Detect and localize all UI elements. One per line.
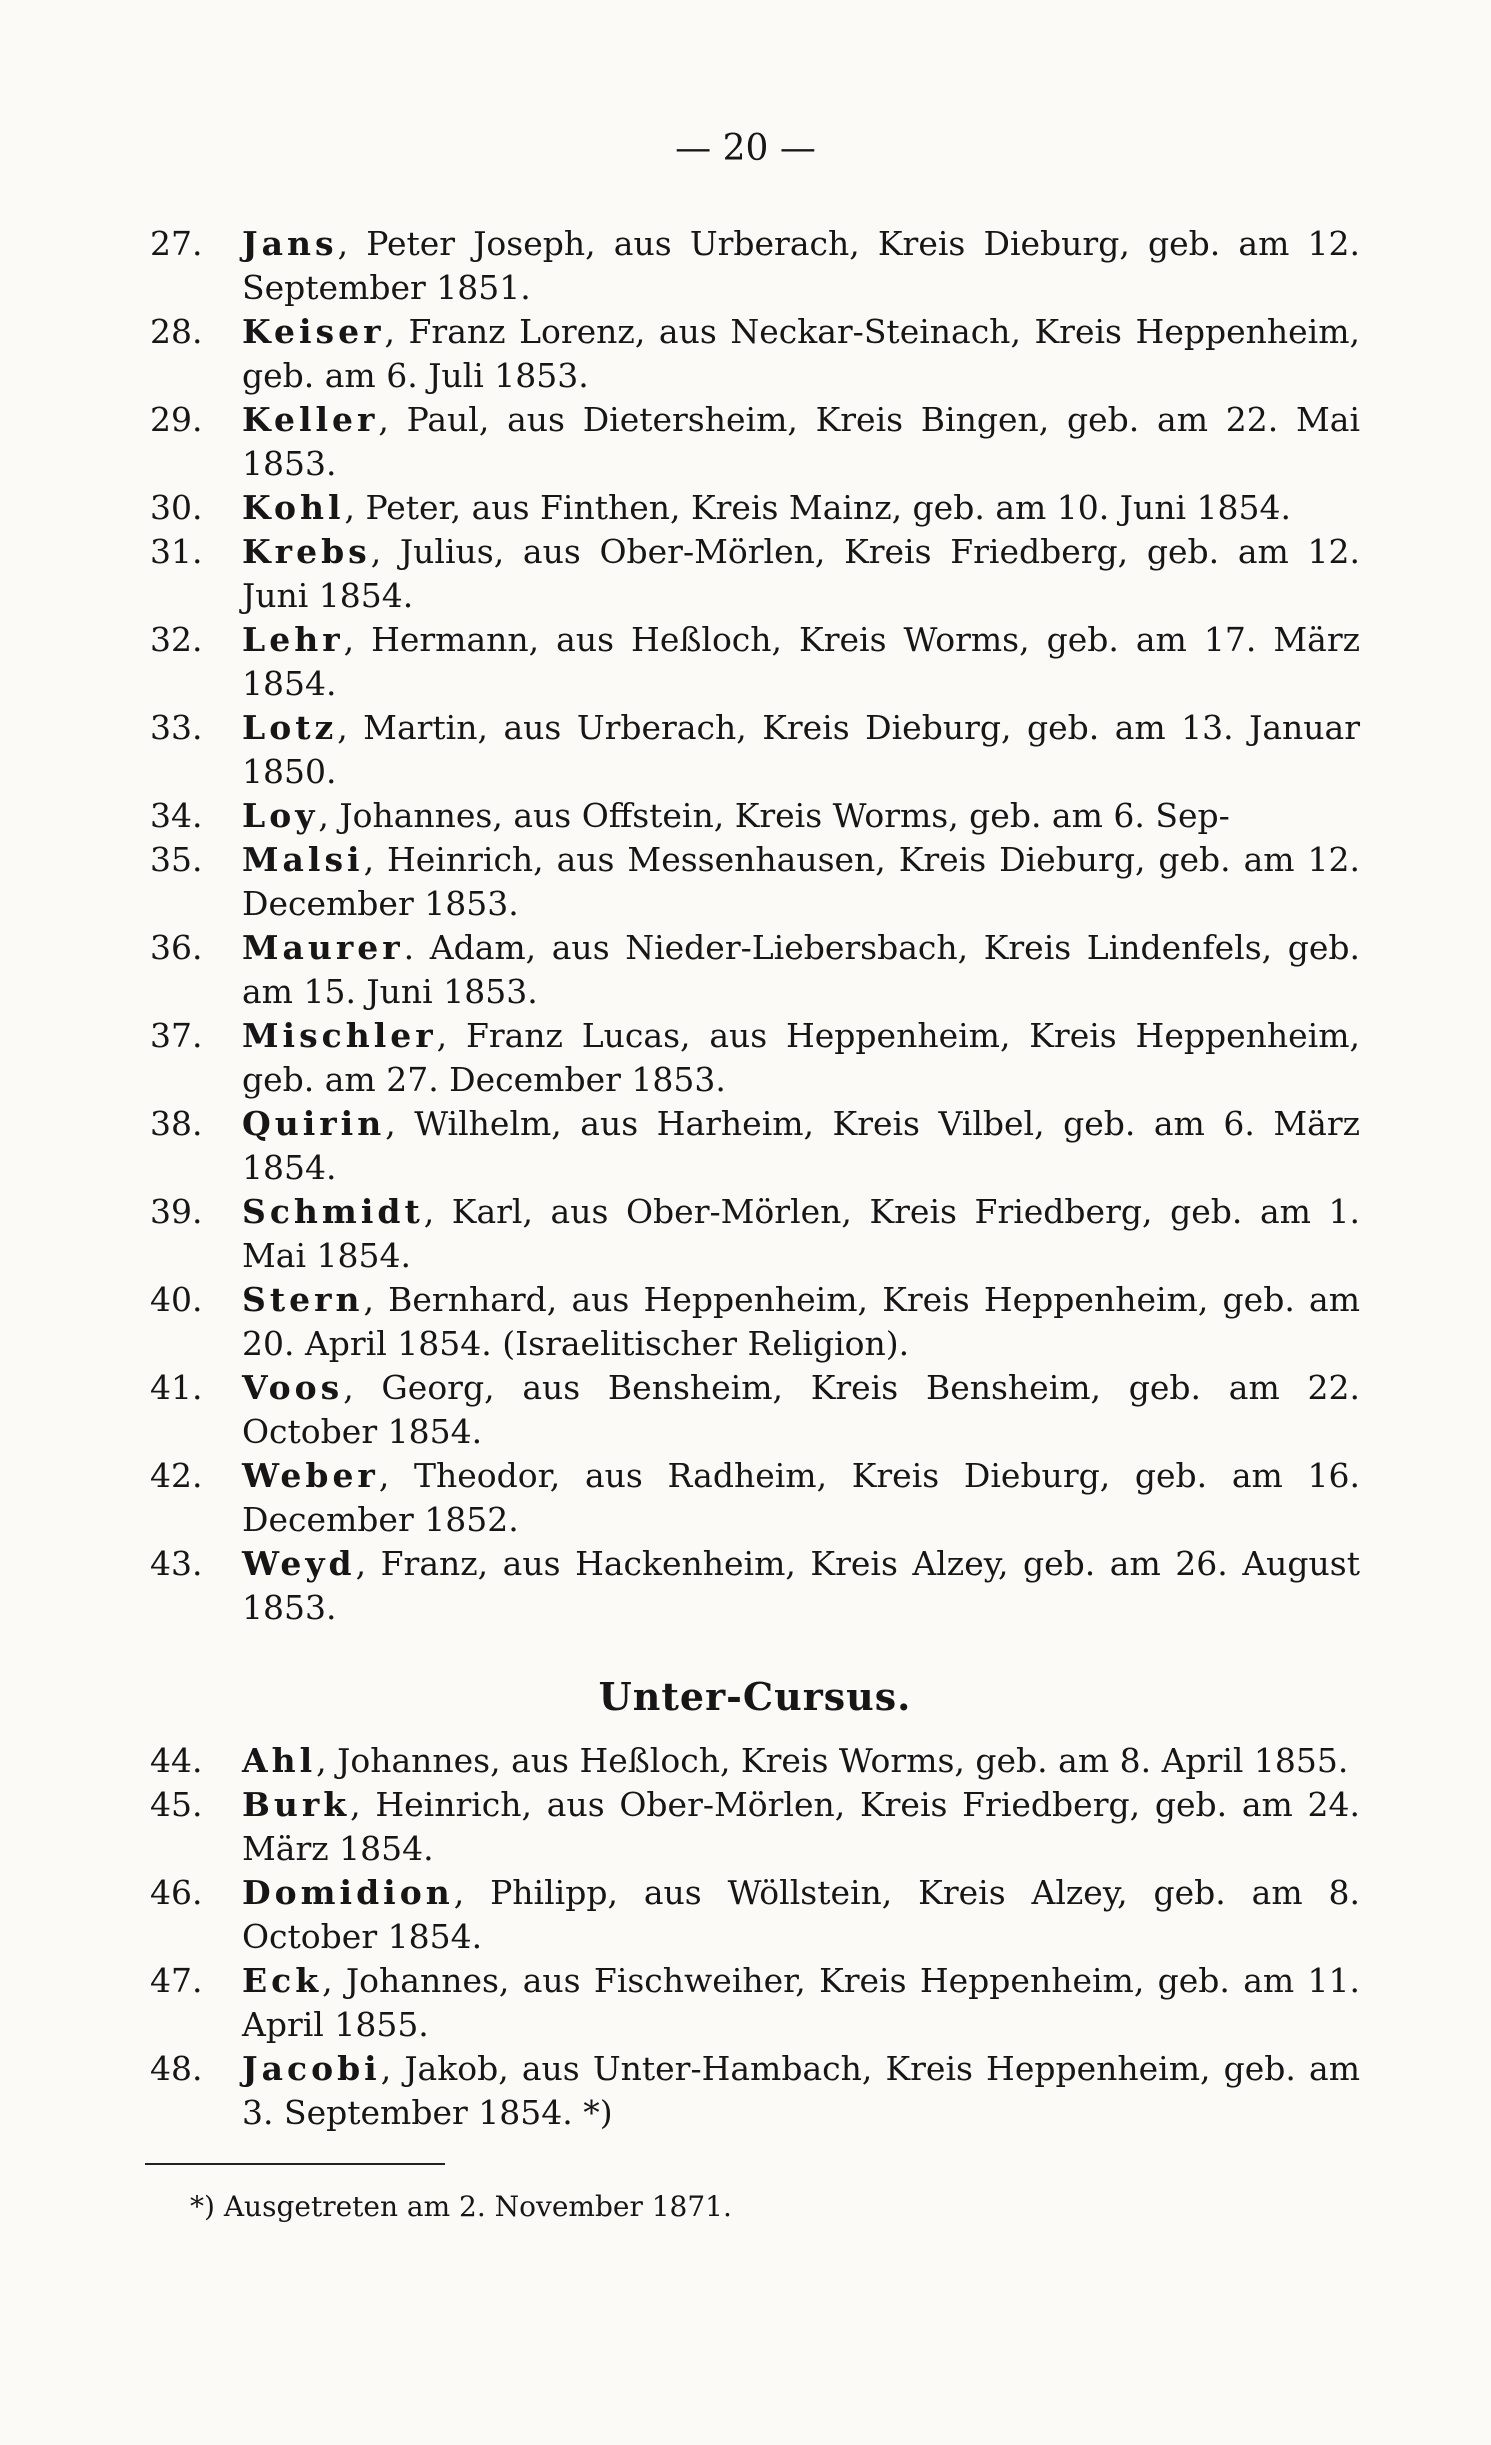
entry-details: . Adam, aus Nieder-Liebersbach, Kreis Lindenfels, geb. am 15. Juni 1853. <box>242 928 1360 1011</box>
entry-surname: Malsi <box>242 840 364 879</box>
entry-details: , Johannes, aus Offstein, Kreis Worms, geb. am 6. Sep- <box>318 796 1230 835</box>
entry-surname: Jacobi <box>242 2049 381 2088</box>
entry-surname: Krebs <box>242 532 371 571</box>
entry-surname: Lehr <box>242 620 344 659</box>
list-item <box>150 618 1360 706</box>
entry-text <box>242 398 1360 486</box>
entry-text <box>242 1278 1360 1366</box>
entry-surname: Voos <box>242 1368 344 1407</box>
entry-details: , Paul, aus Dietersheim, Kreis Bingen, geb. am 22. Mai 1853. <box>242 400 1360 483</box>
entry-text <box>242 838 1360 926</box>
list-item <box>150 530 1360 618</box>
entry-details: , Bernhard, aus Heppenheim, Kreis Heppenheim, geb. am 20. April 1854. (Israelitischer Religion). <box>242 1280 1360 1363</box>
entry-details: , Franz Lorenz, aus Neckar-Steinach, Kreis Heppenheim, geb. am 6. Juli 1853. <box>242 312 1360 395</box>
entry-text <box>242 2047 1360 2135</box>
page-number: — 20 — <box>675 128 816 169</box>
list-item <box>150 222 1360 310</box>
entry-surname: Maurer <box>242 928 404 967</box>
list-item <box>150 1783 1360 1871</box>
entry-number: 34. <box>150 796 203 835</box>
entry-text <box>242 1014 1360 1102</box>
entry-details: , Martin, aus Urberach, Kreis Dieburg, geb. am 13. Januar 1850. <box>242 708 1360 791</box>
entry-details: , Hermann, aus Heßloch, Kreis Worms, geb. am 17. März 1854. <box>242 620 1360 703</box>
footnote-rule <box>145 2163 445 2165</box>
entry-details: , Franz, aus Hackenheim, Kreis Alzey, geb. am 26. August 1853. <box>242 1544 1360 1627</box>
entry-number: 44. <box>150 1741 203 1780</box>
entry-surname: Ahl <box>242 1741 317 1780</box>
entry-surname: Weber <box>242 1456 379 1495</box>
list-item <box>150 794 1360 838</box>
entry-number: 31. <box>150 532 203 571</box>
entry-text <box>242 310 1360 398</box>
list-item <box>150 398 1360 486</box>
entry-surname: Eck <box>242 1961 323 2000</box>
entry-number: 30. <box>150 488 203 527</box>
entry-number: 43. <box>150 1544 203 1583</box>
entry-text <box>242 1871 1360 1959</box>
entry-surname: Jans <box>242 224 338 263</box>
entry-number: 47. <box>150 1961 203 2000</box>
entry-number: 27. <box>150 224 203 263</box>
list-item <box>150 838 1360 926</box>
entry-number: 32. <box>150 620 203 659</box>
list-item <box>150 926 1360 1014</box>
entry-number: 48. <box>150 2049 203 2088</box>
list-item <box>150 310 1360 398</box>
entry-details: , Franz Lucas, aus Heppenheim, Kreis Heppenheim, geb. am 27. December 1853. <box>242 1016 1360 1099</box>
list-item <box>150 1542 1360 1630</box>
entry-surname: Weyd <box>242 1544 356 1583</box>
entry-text <box>242 1366 1360 1454</box>
entry-details: , Georg, aus Bensheim, Kreis Bensheim, geb. am 22. October 1854. <box>242 1368 1360 1451</box>
entry-text <box>242 1739 1360 1783</box>
list-item <box>150 1739 1360 1783</box>
entry-surname: Keiser <box>242 312 385 351</box>
entry-surname: Stern <box>242 1280 364 1319</box>
lower-course-list <box>150 1739 1360 2135</box>
entry-text <box>242 222 1360 310</box>
entry-number: 37. <box>150 1016 203 1055</box>
list-item <box>150 486 1360 530</box>
entry-text <box>242 926 1360 1014</box>
list-item <box>150 1454 1360 1542</box>
entry-number: 33. <box>150 708 203 747</box>
entry-details: , Heinrich, aus Ober-Mörlen, Kreis Friedberg, geb. am 24. März 1854. <box>242 1785 1360 1868</box>
list-item <box>150 2047 1360 2135</box>
entry-details: , Jakob, aus Unter-Hambach, Kreis Heppenheim, geb. am 3. September 1854. *) <box>242 2049 1360 2132</box>
entry-details: , Theodor, aus Radheim, Kreis Dieburg, geb. am 16. December 1852. <box>242 1456 1360 1539</box>
entry-surname: Quirin <box>242 1104 386 1143</box>
entry-details: , Julius, aus Ober-Mörlen, Kreis Friedberg, geb. am 12. Juni 1854. <box>242 532 1360 615</box>
entry-details: , Karl, aus Ober-Mörlen, Kreis Friedberg, geb. am 1. Mai 1854. <box>242 1192 1360 1275</box>
upper-course-list <box>150 222 1360 1630</box>
entry-number: 41. <box>150 1368 203 1407</box>
entry-number: 29. <box>150 400 203 439</box>
entry-list <box>150 222 1360 2135</box>
list-item <box>150 1366 1360 1454</box>
entry-details: , Philipp, aus Wöllstein, Kreis Alzey, geb. am 8. October 1854. <box>242 1873 1360 1956</box>
entry-number: 46. <box>150 1873 203 1912</box>
entry-text <box>242 1783 1360 1871</box>
entry-number: 42. <box>150 1456 203 1495</box>
entry-details: , Johannes, aus Heßloch, Kreis Worms, geb. am 8. April 1855. <box>316 1741 1349 1780</box>
entry-text <box>242 1102 1360 1190</box>
entry-text <box>242 618 1360 706</box>
entry-number: 39. <box>150 1192 203 1231</box>
entry-surname: Burk <box>242 1785 351 1824</box>
entry-text <box>242 1190 1360 1278</box>
entry-surname: Schmidt <box>242 1192 424 1231</box>
entry-number: 28. <box>150 312 203 351</box>
entry-text <box>242 1542 1360 1630</box>
entry-surname: Lotz <box>242 708 338 747</box>
entry-text <box>242 486 1360 530</box>
entry-surname: Kohl <box>242 488 345 527</box>
entry-details: , Peter Joseph, aus Urberach, Kreis Dieburg, geb. am 12. September 1851. <box>242 224 1360 307</box>
list-item <box>150 1190 1360 1278</box>
entry-surname: Keller <box>242 400 379 439</box>
entry-text <box>242 530 1360 618</box>
footnote: *) Ausgetreten am 2. November 1871. <box>190 2190 732 2223</box>
entry-text <box>242 1959 1360 2047</box>
entry-details: , Heinrich, aus Messenhausen, Kreis Dieburg, geb. am 12. December 1853. <box>242 840 1360 923</box>
entry-surname: Mischler <box>242 1016 437 1055</box>
entry-number: 36. <box>150 928 203 967</box>
entry-surname: Domidion <box>242 1873 454 1912</box>
entry-details: , Wilhelm, aus Harheim, Kreis Vilbel, geb. am 6. März 1854. <box>242 1104 1360 1187</box>
entry-details: , Peter, aus Finthen, Kreis Mainz, geb. am 10. Juni 1854. <box>344 488 1291 527</box>
entry-surname: Loy <box>242 796 319 835</box>
entry-details: , Johannes, aus Fischweiher, Kreis Heppenheim, geb. am 11. April 1855. <box>242 1961 1360 2044</box>
entry-number: 45. <box>150 1785 203 1824</box>
entry-text <box>242 706 1360 794</box>
entry-number: 40. <box>150 1280 203 1319</box>
entry-text <box>242 794 1360 838</box>
list-item <box>150 1278 1360 1366</box>
list-item <box>150 1102 1360 1190</box>
entry-number: 38. <box>150 1104 203 1143</box>
entry-number: 35. <box>150 840 203 879</box>
list-item <box>150 706 1360 794</box>
section-title: Unter-Cursus. <box>598 1674 912 1719</box>
list-item <box>150 1871 1360 1959</box>
list-item <box>150 1959 1360 2047</box>
list-item <box>150 1014 1360 1102</box>
entry-text <box>242 1454 1360 1542</box>
